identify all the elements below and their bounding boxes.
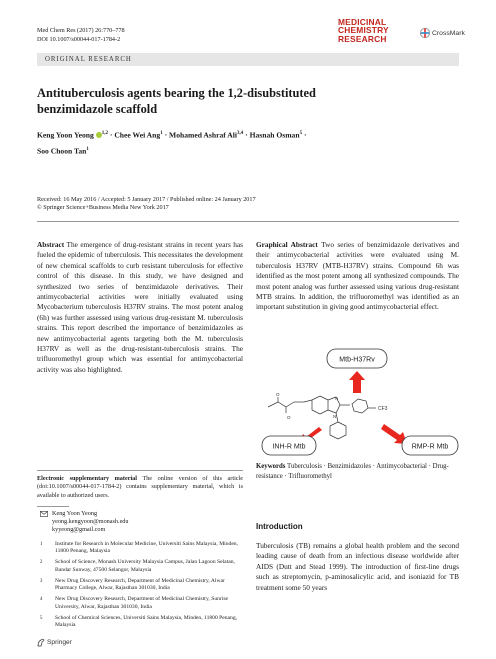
keyword: Trifluoromethyl: [288, 473, 332, 481]
affiliation-item: [40, 596, 240, 611]
introduction-text: Tuberculosis (TB) remains a global health problem and the second leading cause of death from an infectious disease worldwide after AIDS (Dutt and Stead 1999). The introduction of first-line drugs such as streptomycin, p-aminosalicylic acid, and isoniazid for TB treatment some 50 years: [256, 541, 459, 592]
logo-line-2: CHEMISTRY: [338, 25, 389, 36]
logo-line-1: MEDICINAL: [338, 17, 387, 27]
supplementary-note: [37, 475, 243, 500]
contact-email[interactable]: kyyeong@gmail.com: [52, 526, 106, 534]
corresponding-author: [40, 510, 129, 535]
mtb-label: Mtb-H37Rv: [339, 356, 375, 364]
publisher-name: Springer: [47, 639, 72, 646]
molecule-structure: [268, 396, 376, 439]
graphical-abstract-heading: Graphical Abstract: [256, 240, 318, 249]
springer-horse-icon: [37, 638, 45, 647]
envelope-icon: [40, 511, 48, 517]
journal-logo[interactable]: [338, 17, 465, 50]
divider: [37, 506, 69, 507]
affiliation-text: School of Science, Monash University Malaysia Campus, Jalan Lagoon Selatan, Bandar Sunway, 47500 Selangor, Malaysia: [55, 559, 235, 573]
section-label: ORIGINAL RESEARCH: [45, 55, 132, 63]
graphical-abstract: [256, 240, 459, 313]
cf3-label: CF3: [378, 406, 388, 412]
publication-dates: Received: 16 May 2016 / Accepted: 5 January 2017 / Published online: 24 January 2017: [37, 196, 256, 203]
keyword: Tuberculosis: [287, 463, 322, 470]
affiliation-text: New Drug Discovery Research, Department of Medicinal Chemistry, Alwar Pharmacy College, Alwar, Rajasthan 301030, India: [55, 577, 225, 592]
author-affiliation-ref: 1,2: [101, 131, 108, 136]
inh-label: INH-R Mtb: [272, 443, 306, 451]
contact-email[interactable]: yeong.kengyoon@monash.edu: [52, 518, 129, 526]
svg-text:N: N: [333, 414, 337, 419]
contact-name: Keng Yoon Yeong: [52, 510, 98, 517]
graphical-abstract-diagram: [260, 340, 460, 458]
introduction-heading: Introduction: [256, 522, 303, 531]
rmp-label: RMP-R Mtb: [411, 443, 449, 451]
affiliation-item: [40, 541, 240, 556]
affiliations: [40, 541, 240, 633]
svg-text:N: N: [335, 396, 339, 401]
affiliation-text: Institute for Research in Molecular Medicine, Universiti Sains Malaysia, Minden, 11800 Penang, Malaysia: [55, 541, 238, 555]
keyword: Antimycobacterial: [376, 463, 427, 470]
crossmark-label: CrossMark: [432, 29, 465, 37]
arrow-up-icon: [349, 371, 365, 393]
keyword: Benzimidazoles: [327, 463, 371, 470]
author-name[interactable]: Mohamed Ashraf Ali: [169, 130, 237, 140]
affiliation-item: [40, 578, 240, 593]
divider: [37, 470, 243, 471]
author-affiliation-ref: 1: [86, 146, 89, 152]
supplementary-text[interactable]: The online version of this article (doi:10.1007/s00044-017-1784-2) contains supplementary material, which is available to authorized users.: [37, 475, 244, 499]
abstract: [37, 240, 243, 375]
affiliation-number: 2: [40, 560, 43, 566]
author-name[interactable]: Keng Yoon Yeong: [37, 130, 94, 140]
affiliation-number: 5: [40, 615, 43, 621]
journal-citation: Med Chem Res (2017) 26:770–778: [37, 27, 125, 34]
author-affiliation-ref: 3,4: [236, 131, 244, 136]
author-name[interactable]: Chee Wei Ang: [114, 130, 161, 140]
crossmark-icon: [420, 27, 430, 39]
divider: [37, 221, 459, 222]
author-name[interactable]: Soo Choon Tan: [37, 146, 87, 156]
graphical-abstract-figure: [260, 340, 460, 458]
author-affiliation-ref: 5: [299, 131, 303, 136]
author-name[interactable]: Hasnah Osman: [249, 130, 300, 140]
author-list: Keng Yoon Yeong $^{1,2}$ · Chee Wei Ang$^1$ · Mohamed Ashraf Ali$^{3,4}$ · Hasnah Osman$^5$ · Soo Choon Tan$^1$: [37, 130, 307, 156]
affiliation-item: [40, 559, 240, 574]
abstract-text: The emergence of drug-resistant strains in recent years has fueled the epidemic of tuberculosis. This necessitates the development of new chemical scaffolds to curb resistant tuberculosis for effective control of this disease. In this study, we have designed and synthesized two series of benzimidazole derivatives. Their antimycobacterial activities were initially evaluated using Mycobacterium tuberculosis H37RV strains. The most potent analog (6h) was further assessed using various drug-resistant M. tuberculosis strains. This report described the importance of benzimidazoles as new antimycobacterial agents targeting both the M. tuberculosis H37RV as well as the drug-resistant-tuberculosis strains. The trifluoromethyl group which was essential for antimycobacterial activity was also highlighted.: [37, 240, 243, 374]
copyright-line: © Springer Science+Business Media New York 2017: [37, 204, 169, 211]
author-affiliation-ref: 1: [160, 131, 163, 136]
affiliation-number: 1: [40, 542, 43, 547]
supplementary-heading: Electronic supplementary material: [37, 475, 137, 482]
svg-text:O: O: [276, 392, 280, 397]
logo-line-3: RESEARCH: [338, 33, 387, 44]
svg-text:O: O: [287, 415, 291, 420]
affiliation-text: New Drug Discovery Research, Department of Medicinal Chemistry, Sunrise University, Alwar, Rajasthan 301030, India: [55, 596, 228, 610]
crossmark-badge[interactable]: [420, 27, 465, 39]
affiliation-number: 3: [40, 578, 43, 584]
keywords-heading: Keywords: [256, 463, 286, 470]
keywords: Keywords Tuberculosis · Benzimidazoles · Antimycobacterial · Drug-resistance · Trifluoromethyl: [256, 463, 449, 481]
affiliation-number: 4: [40, 597, 43, 603]
publisher-footer: [37, 638, 72, 647]
keyword: Drug-resistance: [256, 463, 449, 481]
article-title: Antituberculosis agents bearing the 1,2-disubstituted benzimidazole scaffold: [37, 86, 316, 116]
journal-logo-text: [338, 18, 389, 43]
affiliation-text: School of Chemical Sciences, Universiti Sains Malaysia, Minden, 11800 Penang, Malaysia: [55, 614, 238, 629]
graphical-abstract-text: Two series of benzimidazole derivatives and their antimycobacterial activities were evaluated using M. tuberculosis H37RV (MTB-H37RV) strains. Compound 6h was identified as the most potent among all synthesized compounds. The most potent analog was further assessed using various drug-resistant MTB strains. In addition, the trifluoromethyl was identified as an important substitution in giving good antimycobacterial effect.: [256, 240, 459, 312]
affiliation-item: [40, 615, 240, 630]
abstract-heading: Abstract: [37, 240, 65, 249]
doi-line: DOI 10.1007/s00044-017-1784-2: [37, 36, 121, 43]
